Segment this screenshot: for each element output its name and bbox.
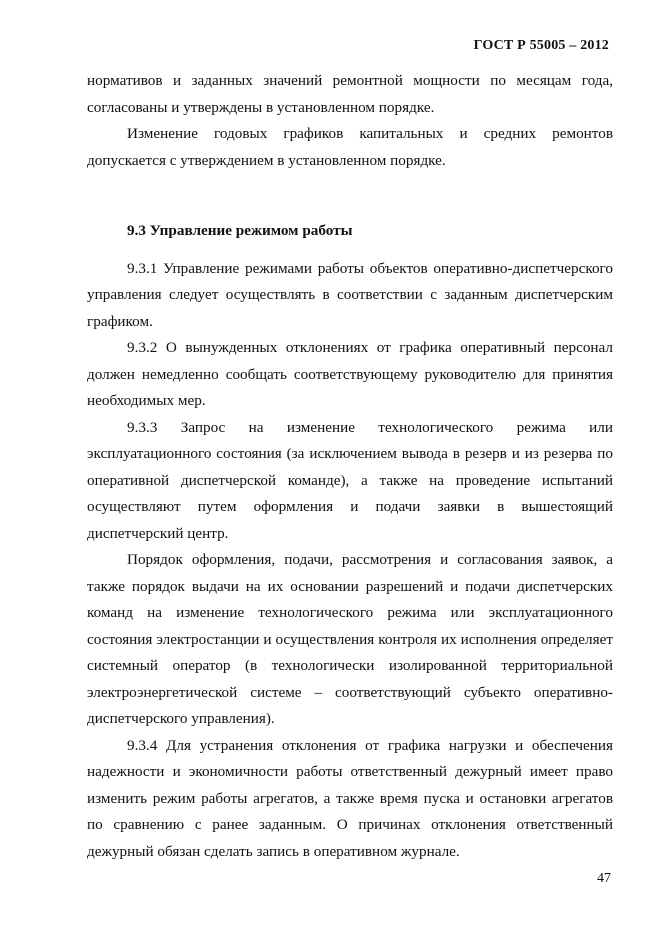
paragraph-request-procedure: Порядок оформления, подачи, рассмотрения и согласования заявок, а также порядок выдачи на их основании разрешений и подачи диспетчерских команд на изменение технологического режима или эксплуатационного состояния электростанции и осуществления контроля их исполнения определяет системный оператор (в технологически изолированной территориальной электроэнергетической системе – соответствующий субъекто оперативно-диспетчерского управления). [87, 551, 613, 727]
page-number: 47 [597, 871, 611, 886]
paragraph-9-3-4: 9.3.4 Для устранения отклонения от графика нагрузки и обеспечения надежности и экономичности работы ответственный дежурный имеет право изменить режим работы агрегатов, а также время пуска и остановки агрегатов по сравнению с ранее заданным. О причинах отклонения ответственный дежурный обязан сделать запись в оперативном журнале. [87, 736, 613, 860]
section-heading: 9.3 Управление режимом работы [127, 222, 353, 239]
paragraph-continuation: нормативов и заданных значений ремонтной мощности по месяцам года, согласованы и утверждены в установленном порядке. [87, 72, 613, 116]
paragraph-9-3-2: 9.3.2 О вынужденных отклонениях от графика оперативный персонал должен немедленно сообщать соответствующему руководителю для принятия необходимых мер. [87, 339, 613, 409]
document-code-header: ГОСТ Р 55005 – 2012 [473, 38, 609, 53]
paragraph-repair-schedule-change: Изменение годовых графиков капитальных и средних ремонтов допускается с утверждением в установленном порядке. [87, 125, 613, 169]
paragraph-9-3-3: 9.3.3 Запрос на изменение технологического режима или эксплуатационного состояния (за исключением вывода в резерв и из резерва по оперативной диспетчерской команде), а также на проведение испытаний осуществляют путем оформления и подачи заявки в вышестоящий диспетчерский центр. [87, 418, 613, 542]
document-body [87, 68, 613, 865]
paragraph-9-3-1: 9.3.1 Управление режимами работы объектов оперативно-диспетчерского управления следует осуществлять в соответствии с заданным диспетчерским графиком. [87, 259, 613, 330]
section-gap [87, 174, 613, 218]
